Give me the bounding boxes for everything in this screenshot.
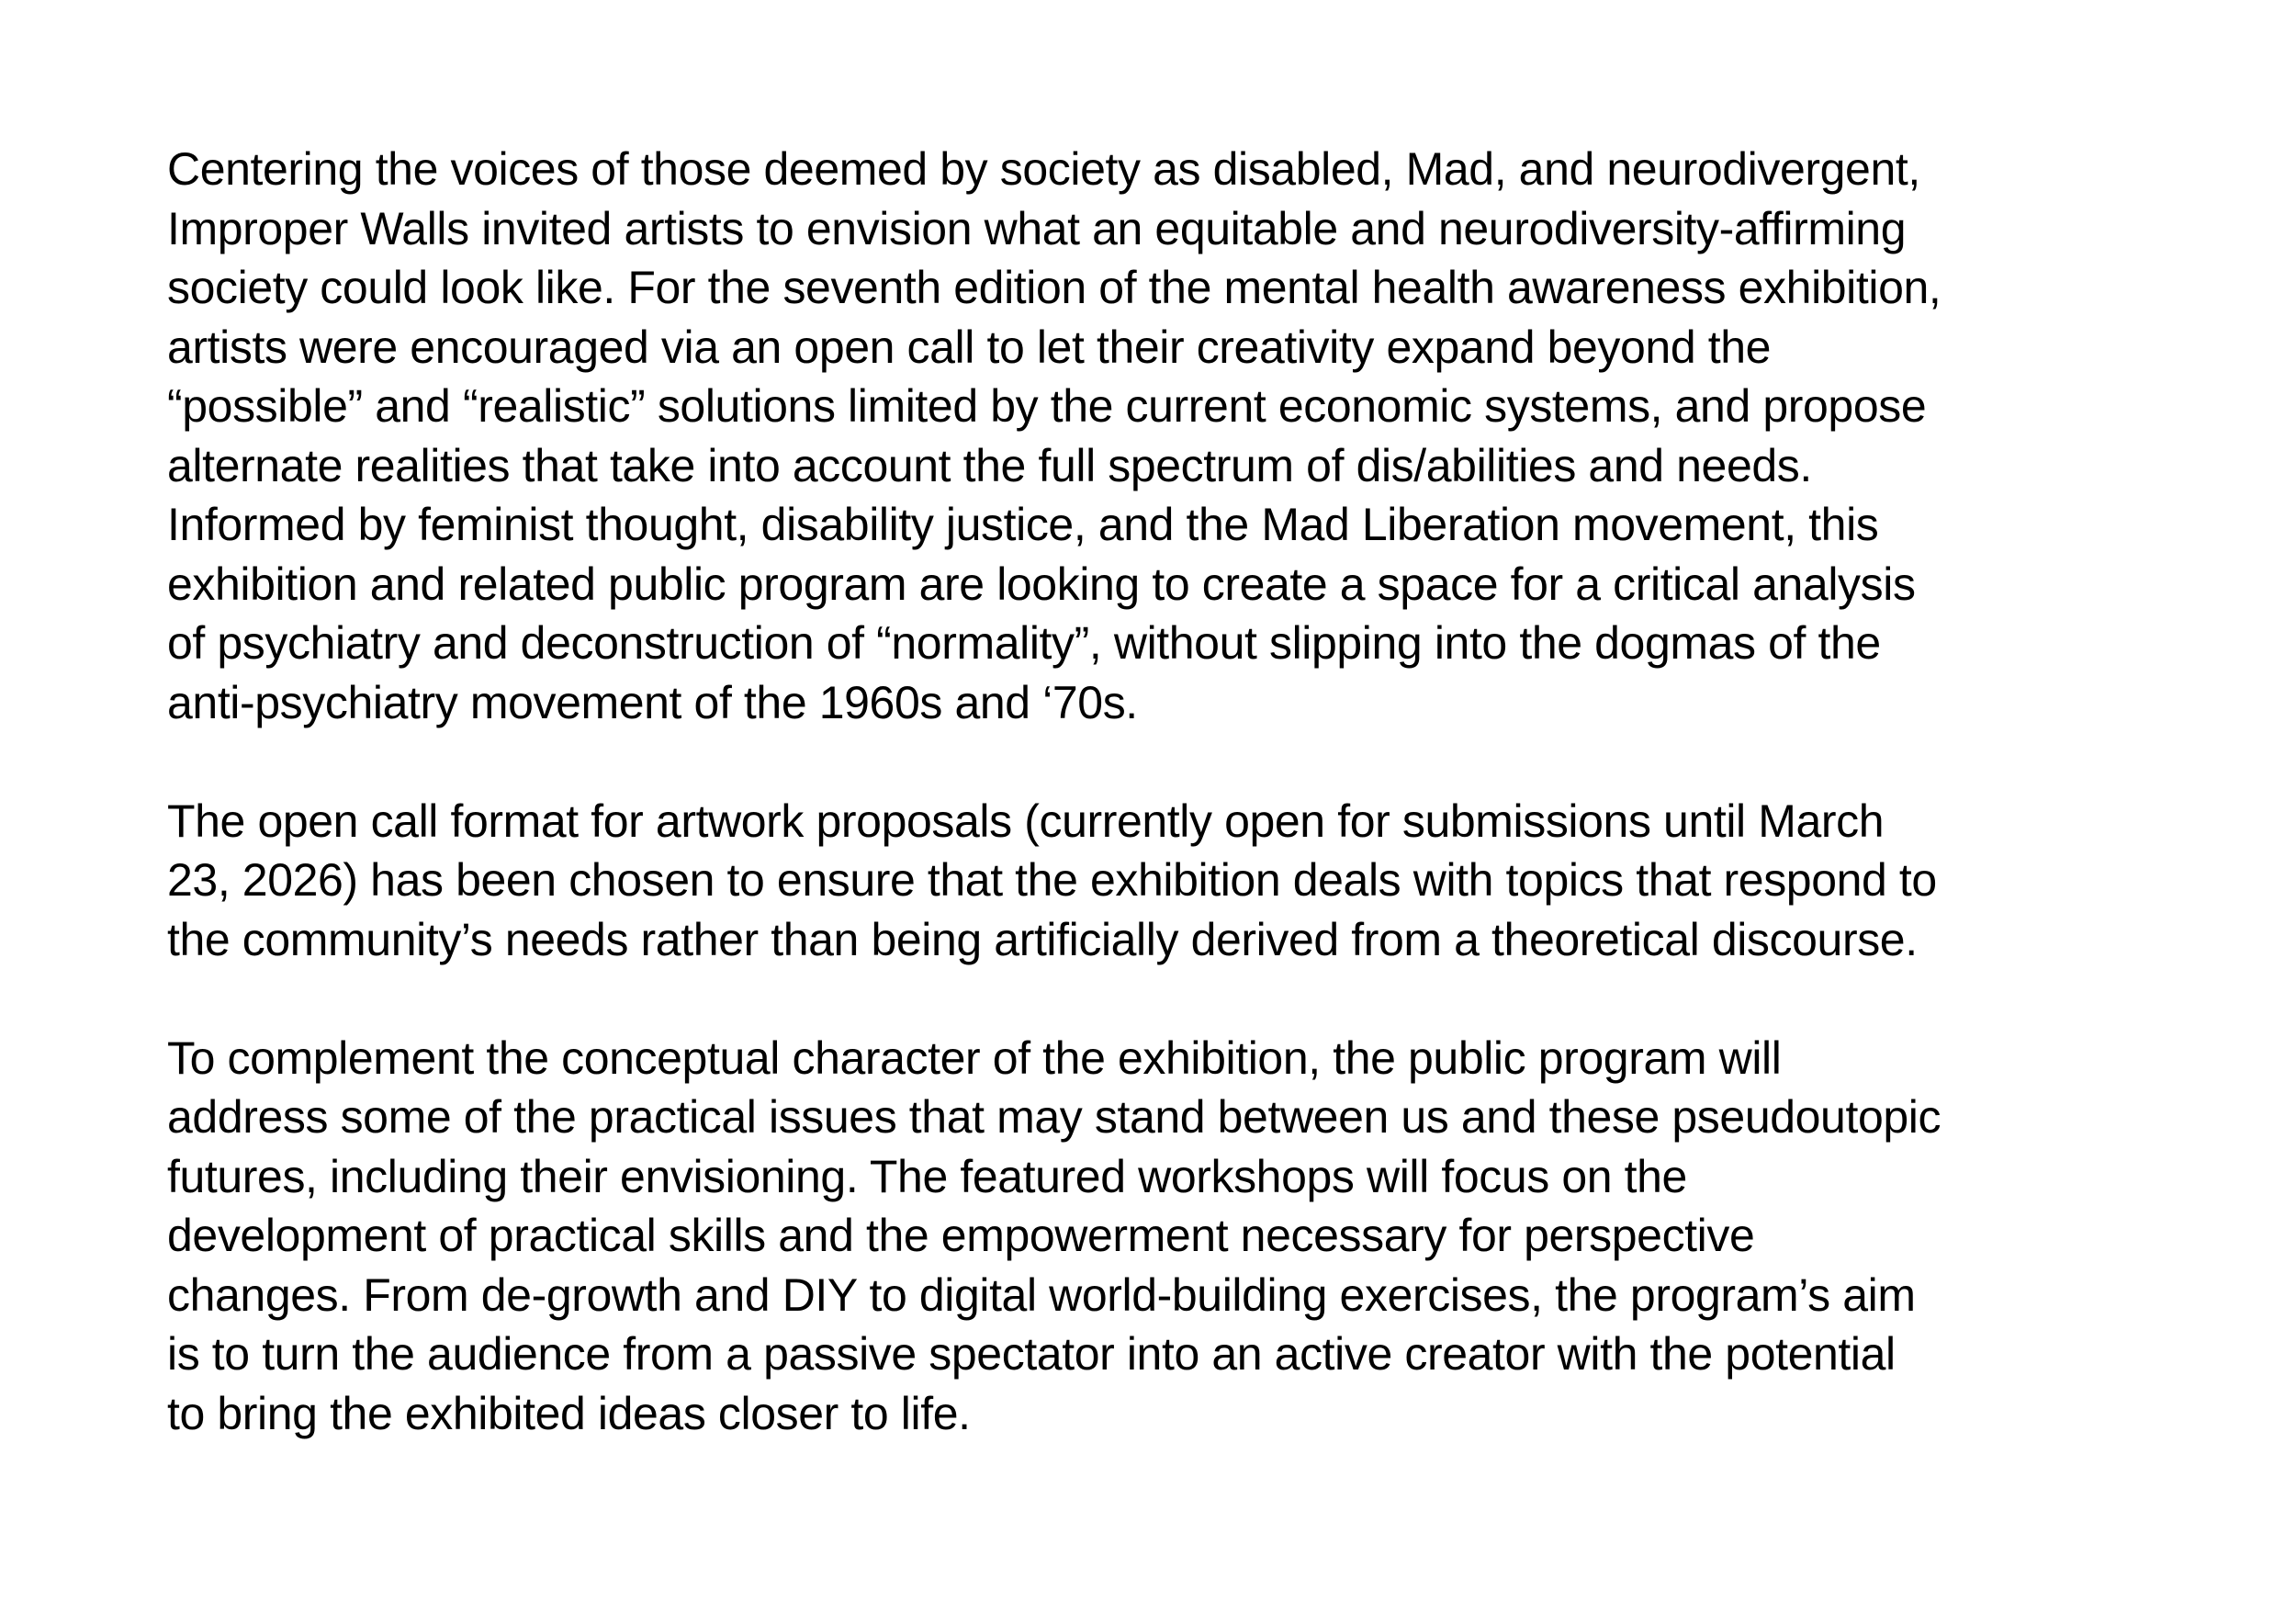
paragraph-public-program — [167, 1029, 2243, 1444]
text-line: artists were encouraged via an open call to let their creativity expand beyond the — [167, 321, 1772, 373]
text-line: “possible” and “realistic” solutions limited by the current economic systems, and propose — [167, 380, 1927, 432]
paragraph-spacer — [167, 732, 2243, 792]
text-line: Improper Walls invited artists to envision what an equitable and neurodiversity-affirming — [167, 202, 1907, 254]
text-line: alternate realities that take into account the full spectrum of dis/abilities and needs. — [167, 439, 1812, 491]
paragraph-spacer — [167, 969, 2243, 1029]
text-line: society could look like. For the seventh edition of the mental health awareness exhibition, — [167, 262, 1941, 313]
text-line: changes. From de-growth and DIY to digital world-building exercises, the program’s aim — [167, 1268, 1916, 1321]
text-line: is to turn the audience from a passive spectator into an active creator with the potential — [167, 1328, 1896, 1380]
text-line: 23, 2026) has been chosen to ensure that the exhibition deals with topics that respond to — [167, 854, 1937, 906]
text-line: exhibition and related public program are looking to create a space for a critical analysis — [167, 558, 1916, 610]
text-line: to bring the exhibited ideas closer to life. — [167, 1387, 971, 1439]
paragraph-open-call — [167, 792, 2243, 970]
document-body — [167, 140, 2243, 1443]
text-line: To complement the conceptual character of the exhibition, the public program will — [167, 1031, 1782, 1084]
text-line: The open call format for artwork proposals (currently open for submissions until March — [167, 795, 1885, 847]
text-line: development of practical skills and the empowerment necessary for perspective — [167, 1210, 1755, 1261]
text-line: address some of the practical issues that may stand between us and these pseudoutopic — [167, 1091, 1941, 1143]
text-line: the community’s needs rather than being artificially derived from a theoretical discourse. — [167, 913, 1918, 965]
text-line: futures, including their envisioning. The featured workshops will focus on the — [167, 1150, 1687, 1202]
paragraph-intro — [167, 140, 2243, 732]
text-line: anti-psychiatry movement of the 1960s and ‘70s. — [167, 676, 1138, 728]
text-line: of psychiatry and deconstruction of “normality”, without slipping into the dogmas of the — [167, 617, 1881, 669]
text-line: Centering the voices of those deemed by society as disabled, Mad, and neurodivergent, — [167, 143, 1920, 195]
text-line: Informed by feminist thought, disability justice, and the Mad Liberation movement, this — [167, 499, 1879, 550]
